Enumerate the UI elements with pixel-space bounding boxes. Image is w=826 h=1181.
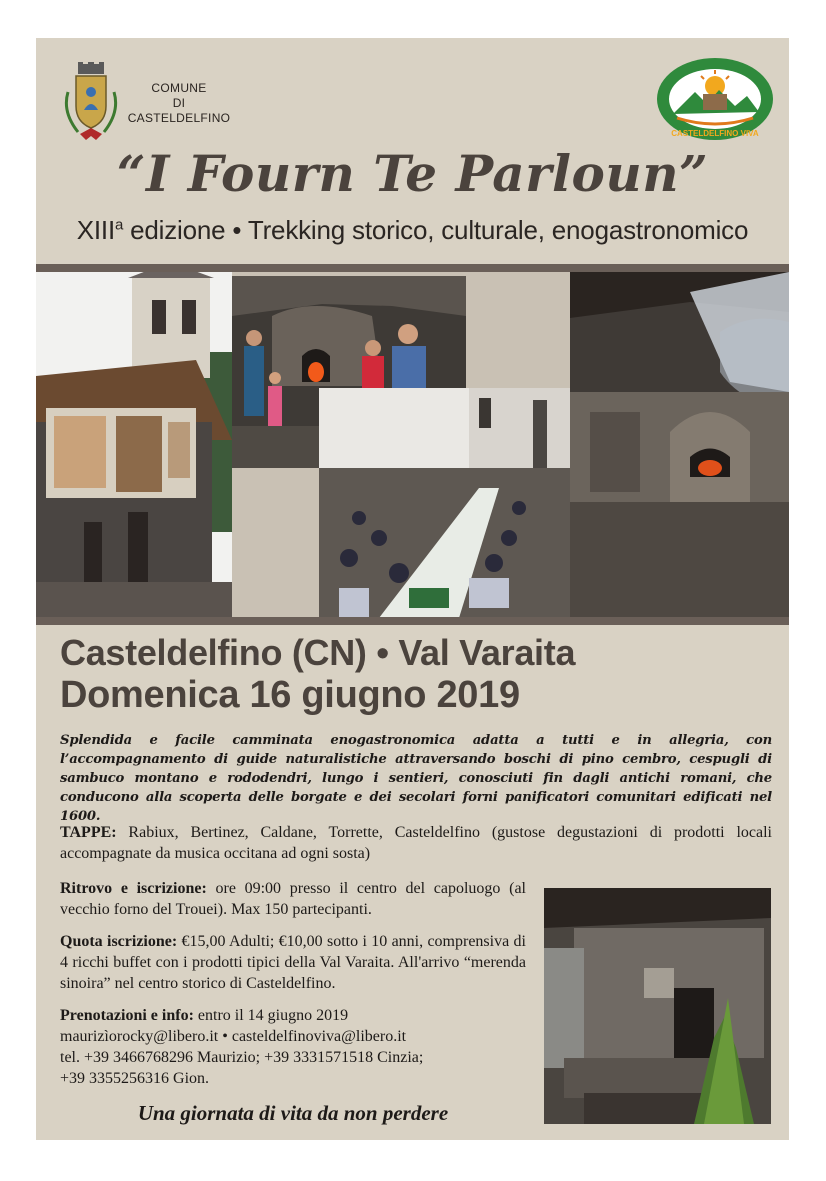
event-title: “I Fourn Te Parloun” — [116, 144, 709, 203]
prenotazioni-label: Prenotazioni e info: — [60, 1007, 194, 1024]
comune-line: COMUNE — [151, 81, 207, 95]
subtitle-text: edizione • Trekking storico, culturale, enogastronomico — [123, 215, 749, 245]
ritrovo-label: Ritrovo e iscrizione: — [60, 880, 207, 897]
ritrovo-text: ore 09:00 presso il centro del capoluogo (al vecchio forno del Trouei). Max 150 partecipanti. — [60, 880, 526, 918]
ritrovo-section — [60, 878, 526, 920]
contact-phones[interactable]: tel. +39 3466768296 Maurizio; +39 3331571518 Cinzia; — [60, 1049, 424, 1066]
contact-emails[interactable]: maurizìorocky@libero.it • casteldelfinoviva@libero.it — [60, 1028, 407, 1045]
quota-section — [60, 931, 526, 994]
event-subtitle — [36, 215, 789, 246]
event-location: Casteldelfino (CN) • Val Varaita — [60, 632, 576, 673]
poster — [36, 38, 789, 1140]
quota-label: Quota iscrizione: — [60, 933, 178, 950]
prenotazioni-section — [60, 1005, 526, 1089]
comune-line: CASTELDELFINO — [127, 111, 231, 125]
photo-band — [36, 264, 789, 625]
tappe-label: TAPPE: — [60, 824, 117, 841]
village-lunch-photo — [319, 388, 585, 617]
edition-number: XIII — [76, 215, 115, 245]
prenotazioni-deadline: entro il 14 giugno 2019 — [193, 1007, 349, 1024]
proloco-logo-icon — [655, 56, 775, 142]
contact-phones-extra[interactable]: +39 3355256316 Gion. — [60, 1070, 210, 1087]
event-description: Splendida e facile camminata enogastronomica adatta a tutti e in allegria, con l’accompagnamento di guide naturalistiche attraversando boschi di pino cembro, cespugli di sambuco montano e rododendri, lungo i sentieri, conosciuti fin dagli antichi romani, che conducono alla scoperta delle borgate e dei secolari forni panificatori comunitari edificati nel 1600. — [60, 733, 772, 824]
coat-of-arms-icon — [60, 62, 122, 146]
quota-text: €15,00 Adulti; €10,00 sotto i 10 anni, comprensiva di 4 ricchi buffet con i prodotti tipici della Val Varaita. All'arrivo “merenda sinoira” nel centro storico di Casteldelfino. — [60, 933, 526, 992]
comune-label — [124, 81, 234, 126]
proloco-logo-text: CASTELDELFINO VIVA — [671, 129, 759, 138]
chapel-photo — [36, 272, 232, 617]
tappe-section — [60, 822, 772, 864]
event-date: Domenica 16 giugno 2019 — [60, 674, 520, 716]
tappe-text: Rabiux, Bertinez, Caldane, Torrette, Casteldelfino (gustose degustazioni di prodotti locali accompagnate da musica occitana ad ogni sosta) — [60, 824, 772, 862]
edition-superscript: a — [114, 216, 124, 234]
bakery-oven-photo — [570, 272, 789, 617]
fountain-photo — [544, 888, 771, 1124]
photo-band-inner — [36, 272, 789, 617]
tagline: Una giornata di vita da non perdere — [137, 1101, 449, 1125]
comune-line: DI — [172, 96, 186, 110]
